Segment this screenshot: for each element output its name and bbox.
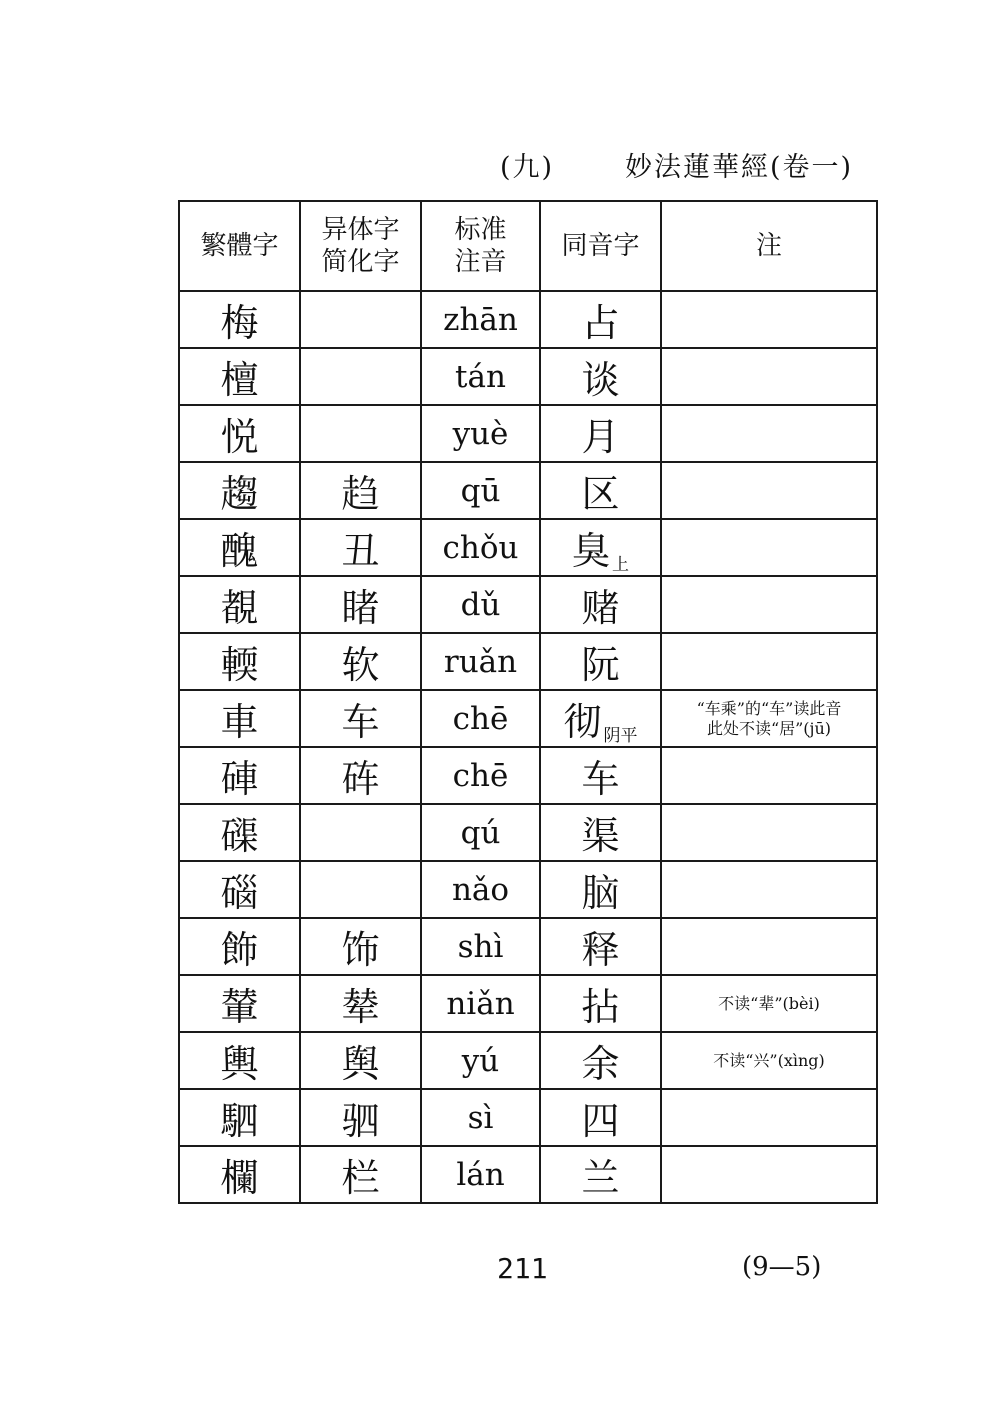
page-number: 211 [497,1252,548,1285]
book-title: 妙法蓮華經(卷一) [625,152,854,183]
homophone-cell [540,462,661,519]
homophone-char: 四 [581,1099,620,1143]
homophone-char: 臭 [571,529,610,573]
pinyin-cell: ruǎn [421,633,540,690]
note-cell [661,405,877,462]
homophone-cell [540,918,661,975]
table-row [179,348,877,405]
table-row [179,1089,877,1146]
simplified-char-cell [300,348,421,405]
table-row [179,462,877,519]
traditional-char-cell: 飾 [179,918,300,975]
column-header-line: 异体字 [321,215,400,245]
pinyin-cell: sì [421,1089,540,1146]
table-row [179,1146,877,1203]
pronunciation-table [178,200,878,1204]
column-header-variant-simplified [300,201,421,291]
note-cell [661,804,877,861]
note-cell [661,633,877,690]
note-cell [661,348,877,405]
note-cell [661,1089,877,1146]
simplified-char-cell: 辇 [300,975,421,1032]
table-row [179,861,877,918]
column-header-line: 标准 [454,215,507,245]
simplified-char-cell: 睹 [300,576,421,633]
table-row [179,576,877,633]
tone-note: 阴平 [603,726,638,746]
simplified-char-cell [300,804,421,861]
traditional-char-cell: 欄 [179,1146,300,1203]
homophone-cell [540,804,661,861]
simplified-char-cell: 车 [300,690,421,747]
simplified-char-cell: 趋 [300,462,421,519]
note-cell [661,462,877,519]
column-header-note: 注 [661,201,877,291]
simplified-char-cell: 饰 [300,918,421,975]
homophone-char: 拈 [581,985,620,1029]
column-header-line: 注音 [454,247,507,277]
pinyin-cell: qū [421,462,540,519]
homophone-cell [540,747,661,804]
homophone-char: 赌 [581,586,620,630]
homophone-cell [540,633,661,690]
column-header-homophone: 同音字 [540,201,661,291]
pinyin-cell: chǒu [421,519,540,576]
note-cell [661,747,877,804]
pinyin-cell: nǎo [421,861,540,918]
homophone-cell [540,519,661,576]
homophone-char: 阮 [581,643,620,687]
column-header-line: 简化字 [321,247,400,277]
homophone-char: 车 [581,757,620,801]
section-label: (九) [500,152,555,183]
simplified-char-cell: 舆 [300,1032,421,1089]
pinyin-cell: niǎn [421,975,540,1032]
column-header-standard-pinyin [421,201,540,291]
note-cell [661,291,877,348]
page-footer [0,1252,992,1292]
pinyin-cell: yú [421,1032,540,1089]
homophone-cell [540,1032,661,1089]
page-code: (9—5) [742,1252,822,1282]
homophone-char: 渠 [581,814,620,858]
homophone-cell [540,975,661,1032]
table-row [179,747,877,804]
simplified-char-cell [300,861,421,918]
note-cell [661,975,877,1032]
homophone-char: 谈 [581,358,620,402]
note-cell [661,576,877,633]
pinyin-cell: lán [421,1146,540,1203]
traditional-char-cell: 輿 [179,1032,300,1089]
homophone-char: 脑 [581,871,620,915]
traditional-char-cell: 輭 [179,633,300,690]
simplified-char-cell: 丑 [300,519,421,576]
traditional-char-cell: 碯 [179,861,300,918]
homophone-cell [540,1089,661,1146]
table-row [179,633,877,690]
table-row [179,804,877,861]
note-cell [661,918,877,975]
pinyin-cell: zhān [421,291,540,348]
homophone-cell [540,861,661,918]
note-line: 此处不读“居”(jū) [706,718,832,738]
traditional-char-cell: 趨 [179,462,300,519]
table-body [179,291,877,1203]
table-row [179,1032,877,1089]
table-row [179,690,877,747]
traditional-char-cell: 磲 [179,804,300,861]
table-row [179,975,877,1032]
homophone-char: 彻 [563,700,602,744]
simplified-char-cell [300,291,421,348]
simplified-char-cell: 软 [300,633,421,690]
homophone-char: 月 [581,415,620,459]
traditional-char-cell: 車 [179,690,300,747]
traditional-char-cell: 悦 [179,405,300,462]
homophone-char: 释 [581,928,620,972]
homophone-cell [540,348,661,405]
traditional-char-cell: 駟 [179,1089,300,1146]
pinyin-cell: yuè [421,405,540,462]
homophone-cell [540,576,661,633]
homophone-char: 占 [581,301,620,345]
homophone-cell [540,405,661,462]
note-cell [661,690,877,747]
table-row [179,405,877,462]
homophone-cell [540,291,661,348]
note-line: “车乘”的“车”读此音 [696,698,842,718]
note-cell [661,519,877,576]
homophone-cell [540,690,661,747]
note-cell [661,861,877,918]
homophone-char: 兰 [581,1156,620,1200]
traditional-char-cell: 檀 [179,348,300,405]
note-text: 不读“辈”(bèi) [718,993,820,1013]
note-cell [661,1146,877,1203]
simplified-char-cell: 砗 [300,747,421,804]
simplified-char-cell: 驷 [300,1089,421,1146]
traditional-char-cell: 醜 [179,519,300,576]
note-cell [661,1032,877,1089]
homophone-char: 余 [581,1042,620,1086]
note-text: 不读“兴”(xìng) [713,1050,825,1070]
pinyin-cell: shì [421,918,540,975]
pinyin-cell: chē [421,690,540,747]
tone-note: 上 [612,555,629,575]
traditional-char-cell: 覩 [179,576,300,633]
simplified-char-cell: 栏 [300,1146,421,1203]
traditional-char-cell: 硨 [179,747,300,804]
column-header-traditional: 繁體字 [179,201,300,291]
pinyin-cell: tán [421,348,540,405]
simplified-char-cell [300,405,421,462]
homophone-cell [540,1146,661,1203]
table-row [179,918,877,975]
traditional-char-cell: 梅 [179,291,300,348]
table-header-row [179,201,877,291]
pinyin-cell: chē [421,747,540,804]
table-row [179,519,877,576]
homophone-char: 区 [581,472,620,516]
pinyin-cell: qú [421,804,540,861]
pinyin-cell: dǔ [421,576,540,633]
table-row [179,291,877,348]
page-header [0,145,992,185]
traditional-char-cell: 輦 [179,975,300,1032]
